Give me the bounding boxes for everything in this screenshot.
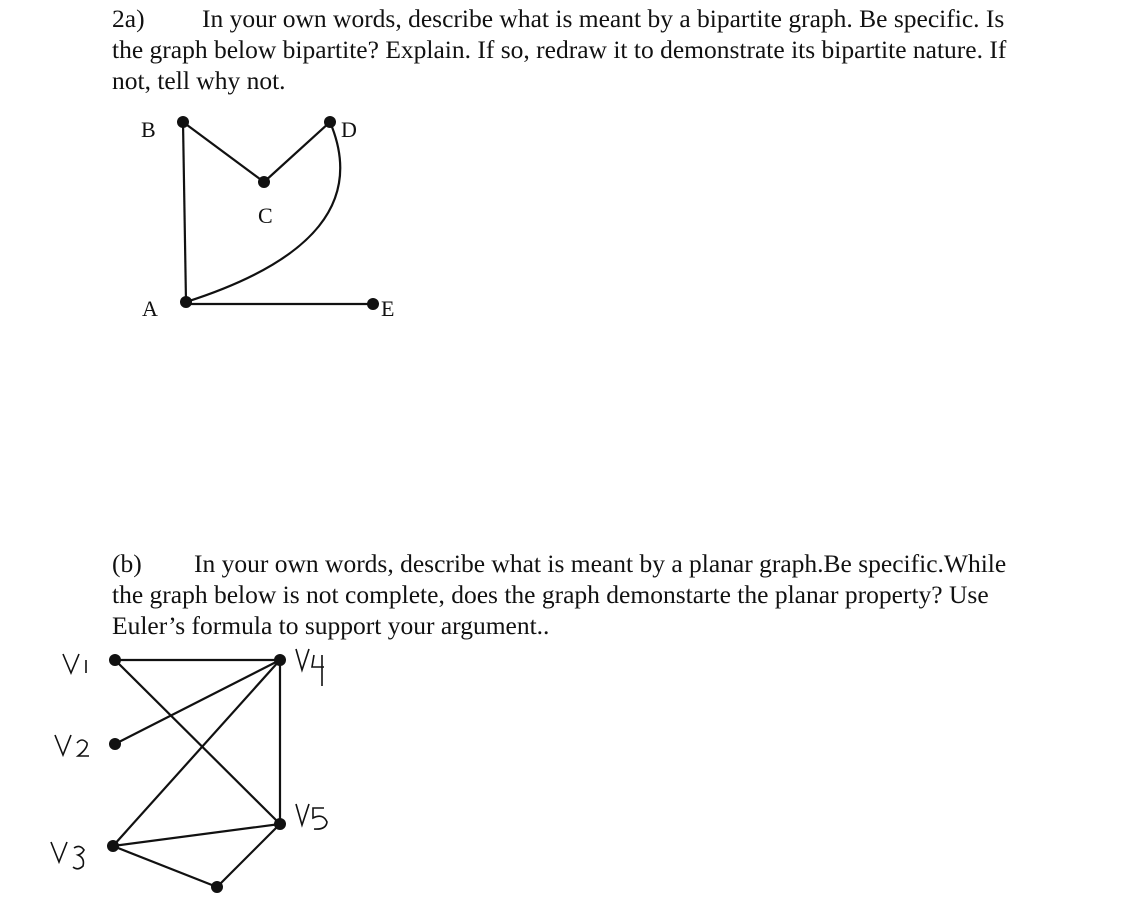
edge-c-d [264,122,330,182]
vertex-label-b: B [141,117,156,142]
handwritten-label-v1 [63,654,86,673]
handwritten-label-v5 [296,804,327,829]
vertex-d [324,116,336,128]
vertex-v4 [274,654,286,666]
edge-v3-v5 [113,824,280,846]
vertex-v2 [109,738,121,750]
edge-bottom-v5 [217,824,280,887]
question-2b-number: (b) [112,549,142,578]
bipartite-question-graph [141,116,394,321]
handwritten-label-v4 [296,649,324,686]
question-2b-text [112,548,1102,641]
vertex-label-c: C [258,203,273,228]
question-2a-line-1-text: In your own words, describe what is meant by a bipartite graph. Be specific. Is [202,4,1005,33]
planar-question-graph [51,649,327,893]
question-2b-line-1-text: In your own words, describe what is meant by a planar graph.Be specific.While [194,549,1007,578]
question-2a-line-2: the graph below bipartite? Explain. If so, redraw it to demonstrate its bipartite nature. If [112,35,1007,64]
vertex-e [367,298,379,310]
vertex-v3 [107,840,119,852]
handwritten-label-v3 [51,842,84,869]
edge-v3-bottom [113,846,217,887]
question-2a-line-3: not, tell why not. [112,66,286,95]
vertex-unlabeled [211,881,223,893]
edge-b-c [183,122,264,182]
question-2b-line-3: Euler’s formula to support your argument.. [112,611,550,640]
edge-v1-v5 [115,660,280,824]
vertex-c [258,176,270,188]
question-2a-number: 2a) [112,4,145,33]
question-2b-line-1 [112,548,1102,579]
vertex-a [180,296,192,308]
vertex-v1 [109,654,121,666]
vertex-label-a: A [142,296,158,321]
vertex-b [177,116,189,128]
vertex-label-d: D [341,117,357,142]
vertex-v5 [274,818,286,830]
edge-b-a [183,122,186,302]
vertex-label-e: E [381,296,395,321]
handwritten-label-v2 [55,735,89,756]
edge-v2-v4 [115,660,280,744]
question-2b-line-2: the graph below is not complete, does the graph demonstarte the planar property? Use [112,580,989,609]
edge-v3-v4 [113,660,280,846]
